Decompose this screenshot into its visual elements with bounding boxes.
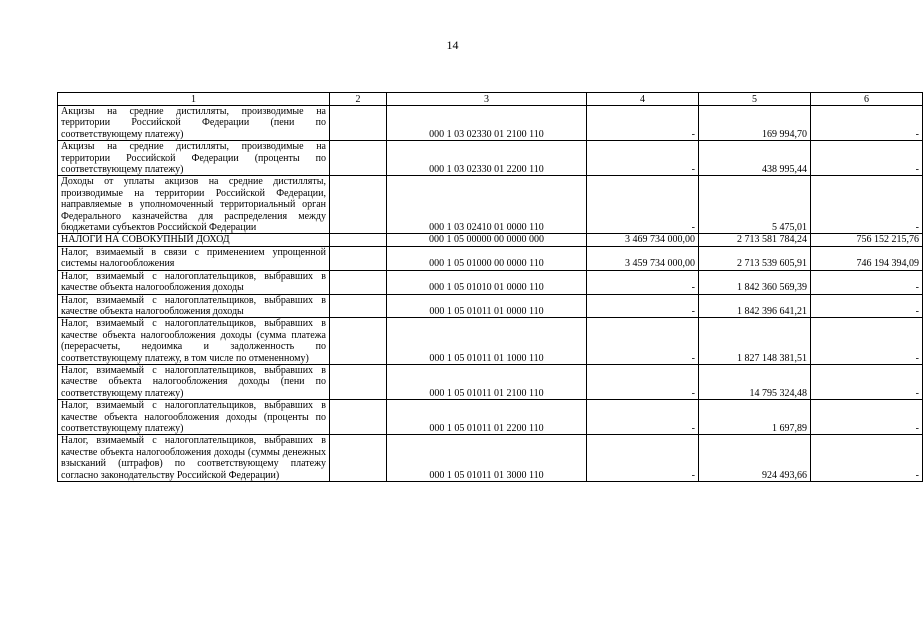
row-col2: [330, 176, 387, 234]
row-code: 000 1 03 02330 01 2100 110: [387, 106, 587, 141]
table-row: [58, 318, 923, 365]
table-row: [58, 141, 923, 176]
table-row: [58, 176, 923, 234]
row-col6: -: [811, 294, 923, 318]
row-name: Акцизы на средние дистилляты, производимые на территории Российской Федерации (пени по соответствующему платежу): [58, 106, 330, 141]
header-col-2: 2: [330, 93, 387, 106]
row-code: 000 1 05 01011 01 1000 110: [387, 318, 587, 365]
row-col5: 169 994,70: [699, 106, 811, 141]
budget-revenue-table: [57, 92, 923, 482]
row-col2: [330, 270, 387, 294]
row-col2: [330, 141, 387, 176]
row-name: НАЛОГИ НА СОВОКУПНЫЙ ДОХОД: [58, 234, 330, 246]
row-col5: 2 713 539 605,91: [699, 246, 811, 270]
row-col5: 14 795 324,48: [699, 364, 811, 399]
table-header-row: [58, 93, 923, 106]
row-col4: -: [587, 294, 699, 318]
row-col4: -: [587, 176, 699, 234]
row-name: Налог, взимаемый с налогоплательщиков, выбравших в качестве объекта налогообложения доходы (пени по соответствующему платежу): [58, 364, 330, 399]
row-code: 000 1 05 00000 00 0000 000: [387, 234, 587, 246]
row-col5: 2 713 581 784,24: [699, 234, 811, 246]
row-col2: [330, 106, 387, 141]
table-row: [58, 234, 923, 246]
row-col4: 3 469 734 000,00: [587, 234, 699, 246]
row-col5: 438 995,44: [699, 141, 811, 176]
row-col4: -: [587, 364, 699, 399]
row-col2: [330, 246, 387, 270]
header-col-5: 5: [699, 93, 811, 106]
row-col5: 1 842 396 641,21: [699, 294, 811, 318]
row-col2: [330, 318, 387, 365]
row-name: Доходы от уплаты акцизов на средние дистилляты, производимые на территории Российской Федерации, направляемые в уполномоченный территориальный орган Федерального казначейства для распределения между бюджетами субъектов Российской Федерации: [58, 176, 330, 234]
table-row: [58, 106, 923, 141]
row-name: Налог, взимаемый с налогоплательщиков, выбравших в качестве объекта налогообложения доходы: [58, 294, 330, 318]
header-col-1: 1: [58, 93, 330, 106]
row-col2: [330, 400, 387, 435]
row-col4: -: [587, 400, 699, 435]
row-code: 000 1 03 02410 01 0000 110: [387, 176, 587, 234]
row-code: 000 1 05 01011 01 0000 110: [387, 294, 587, 318]
row-name: Налог, взимаемый с налогоплательщиков, выбравших в качестве объекта налогообложения доходы (проценты по соответствующему платежу): [58, 400, 330, 435]
table-row: [58, 246, 923, 270]
table-row: [58, 435, 923, 482]
row-col4: -: [587, 270, 699, 294]
row-code: 000 1 03 02330 01 2200 110: [387, 141, 587, 176]
row-code: 000 1 05 01000 00 0000 110: [387, 246, 587, 270]
row-name: Налог, взимаемый в связи с применением упрощенной системы налогообложения: [58, 246, 330, 270]
row-col4: -: [587, 435, 699, 482]
table-row: [58, 270, 923, 294]
row-code: 000 1 05 01011 01 2200 110: [387, 400, 587, 435]
table-row: [58, 364, 923, 399]
row-code: 000 1 05 01011 01 2100 110: [387, 364, 587, 399]
row-col4: -: [587, 106, 699, 141]
row-col6: -: [811, 400, 923, 435]
row-name: Налог, взимаемый с налогоплательщиков, выбравших в качестве объекта налогообложения доходы (сумма платежа (перерасчеты, недоимка и задолженность по соответствующему платежу, в том числе по отмененному): [58, 318, 330, 365]
row-name: Налог, взимаемый с налогоплательщиков, выбравших в качестве объекта налогообложения доходы (суммы денежных взысканий (штрафов) по соответствующему платежу согласно законодательству Российской Федерации): [58, 435, 330, 482]
row-code: 000 1 05 01011 01 3000 110: [387, 435, 587, 482]
table-row: [58, 400, 923, 435]
row-col2: [330, 435, 387, 482]
row-col5: 924 493,66: [699, 435, 811, 482]
row-col6: -: [811, 270, 923, 294]
row-col5: 1 827 148 381,51: [699, 318, 811, 365]
table-row: [58, 294, 923, 318]
row-name: Налог, взимаемый с налогоплательщиков, выбравших в качестве объекта налогообложения доходы: [58, 270, 330, 294]
header-col-4: 4: [587, 93, 699, 106]
row-col4: -: [587, 318, 699, 365]
row-col6: -: [811, 141, 923, 176]
row-col6: -: [811, 364, 923, 399]
row-col6: -: [811, 318, 923, 365]
row-col2: [330, 234, 387, 246]
row-col4: 3 459 734 000,00: [587, 246, 699, 270]
row-col5: 1 697,89: [699, 400, 811, 435]
row-col2: [330, 294, 387, 318]
row-col2: [330, 364, 387, 399]
page-number: 14: [446, 38, 459, 52]
row-col5: 5 475,01: [699, 176, 811, 234]
row-col6: -: [811, 176, 923, 234]
row-col6: -: [811, 435, 923, 482]
row-col5: 1 842 360 569,39: [699, 270, 811, 294]
row-col4: -: [587, 141, 699, 176]
row-col6: 756 152 215,76: [811, 234, 923, 246]
header-col-3: 3: [387, 93, 587, 106]
header-col-6: 6: [811, 93, 923, 106]
row-col6: -: [811, 106, 923, 141]
row-col6: 746 194 394,09: [811, 246, 923, 270]
row-code: 000 1 05 01010 01 0000 110: [387, 270, 587, 294]
row-name: Акцизы на средние дистилляты, производимые на территории Российской Федерации (проценты по соответствующему платежу): [58, 141, 330, 176]
